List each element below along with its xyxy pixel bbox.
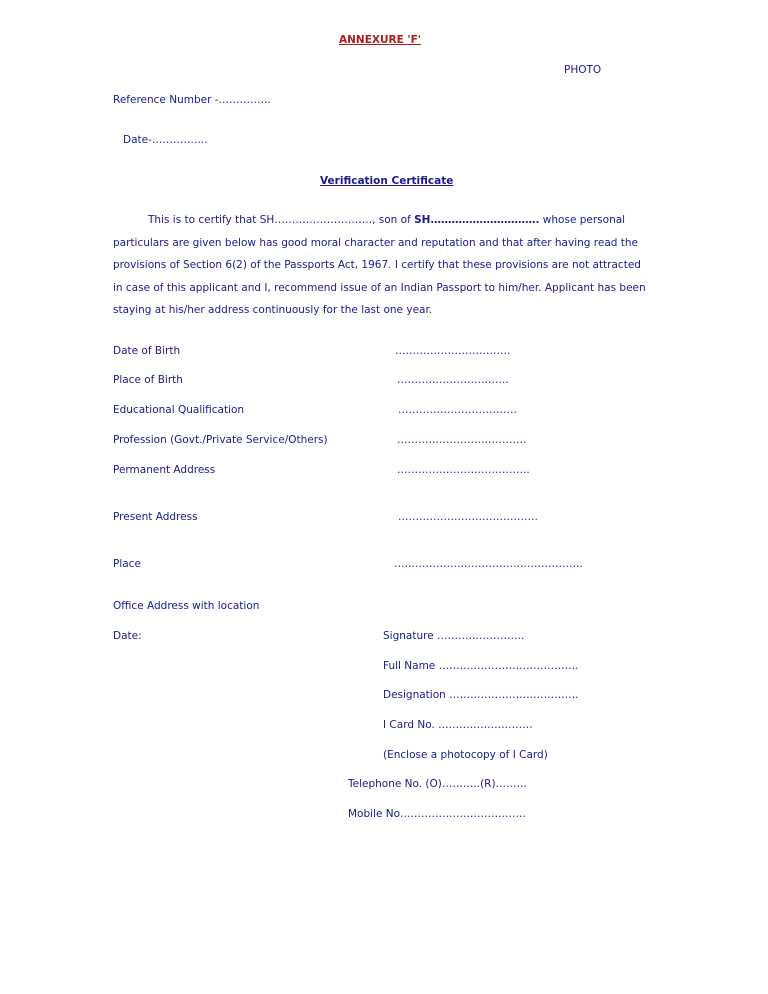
enclose-note: (Enclose a photocopy of I Card) <box>383 749 548 761</box>
paragraph-part1: This is to certify that SH………………………., son of <box>148 214 415 226</box>
full-name-line: Full Name …………………………………. <box>383 660 579 672</box>
reference-number: Reference Number -…………… <box>113 94 272 106</box>
field-dots-permanent-address: ……………………………….. <box>397 464 530 476</box>
field-label-present-address: Present Address <box>113 511 198 523</box>
field-label-qualification: Educational Qualification <box>113 404 245 416</box>
field-label-place: Place <box>113 558 141 570</box>
field-dots-profession: ………………………………. <box>397 434 527 446</box>
certificate-paragraph <box>113 209 653 322</box>
icard-line: I Card No. ……………………… <box>383 719 533 731</box>
date-label: Date: <box>113 630 142 642</box>
designation-line: Designation ………………………………. <box>383 689 579 701</box>
mobile-line: Mobile No……………………………… <box>348 808 527 820</box>
field-dots-dob: …………………………… <box>395 345 511 357</box>
paragraph-part2: whose personal particulars are given below has good moral character and reputation and that after having read the provisions of Section 6(2) of the Passports Act, 1967. I certify that these provisions are not attracted in case of this applicant and I, recommend issue of an Indian Passport to him/her. Applicant has been staying at his/her address continuously for the last one year. <box>113 214 646 317</box>
annexure-heading: ANNEXURE 'F' <box>339 34 422 46</box>
field-label-permanent-address: Permanent Address <box>113 464 216 476</box>
signature-line: Signature ……………………. <box>383 630 525 642</box>
field-label-pob: Place of Birth <box>113 374 183 386</box>
field-dots-place: ……………………………………………… <box>394 558 583 570</box>
field-label-profession: Profession (Govt./Private Service/Others) <box>113 434 328 446</box>
paragraph-bold-name: SH…………………………. <box>414 214 540 226</box>
office-address-label: Office Address with location <box>113 600 260 612</box>
field-dots-present-address: …………………………………. <box>398 511 538 523</box>
page-title: Verification Certificate <box>320 175 454 187</box>
field-label-dob: Date of Birth <box>113 345 181 357</box>
telephone-line: Telephone No. (O)………..(R)……… <box>348 778 528 790</box>
field-dots-pob: ………………………….. <box>397 374 509 386</box>
photo-label: PHOTO <box>564 64 602 76</box>
field-dots-qualification: ……………………………. <box>398 404 517 416</box>
date-line: Date-……………. <box>123 134 208 146</box>
